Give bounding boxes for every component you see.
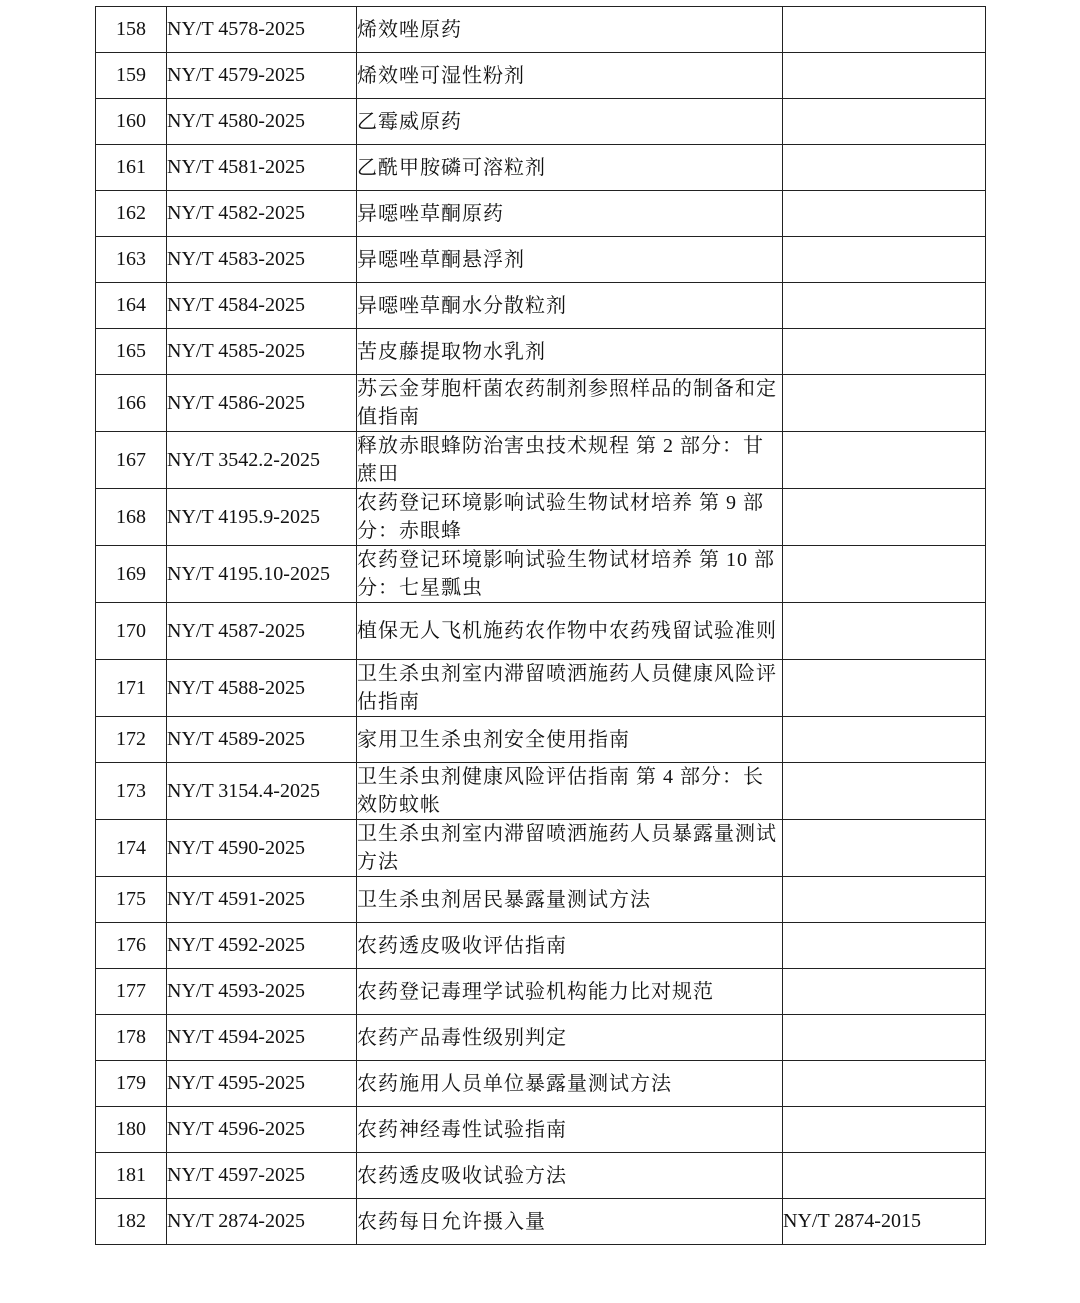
row-number: 171 (96, 660, 167, 717)
replaced-standard (783, 546, 986, 603)
standard-name: 农药施用人员单位暴露量测试方法 (357, 1061, 783, 1107)
table-row (96, 877, 986, 923)
replaced-standard (783, 603, 986, 660)
standards-table (95, 6, 986, 1245)
row-number: 167 (96, 432, 167, 489)
row-number: 161 (96, 145, 167, 191)
row-number: 176 (96, 923, 167, 969)
standard-code: NY/T 4578-2025 (167, 7, 357, 53)
table-row (96, 237, 986, 283)
standard-code: NY/T 4589-2025 (167, 717, 357, 763)
replaced-standard (783, 1061, 986, 1107)
row-number: 180 (96, 1107, 167, 1153)
row-number: 178 (96, 1015, 167, 1061)
standard-code: NY/T 4594-2025 (167, 1015, 357, 1061)
standard-name: 农药登记环境影响试验生物试材培养 第 9 部分：赤眼蜂 (357, 489, 783, 546)
table-row (96, 191, 986, 237)
standard-name: 农药登记环境影响试验生物试材培养 第 10 部分：七星瓢虫 (357, 546, 783, 603)
table-row (96, 99, 986, 145)
standard-name: 苦皮藤提取物水乳剂 (357, 329, 783, 375)
replaced-standard (783, 717, 986, 763)
table-row (96, 375, 986, 432)
table-row (96, 1107, 986, 1153)
row-number: 181 (96, 1153, 167, 1199)
replaced-standard (783, 283, 986, 329)
row-number: 177 (96, 969, 167, 1015)
replaced-standard (783, 877, 986, 923)
row-number: 160 (96, 99, 167, 145)
row-number: 159 (96, 53, 167, 99)
row-number: 169 (96, 546, 167, 603)
standard-code: NY/T 4581-2025 (167, 145, 357, 191)
standard-name: 农药每日允许摄入量 (357, 1199, 783, 1245)
row-number: 163 (96, 237, 167, 283)
standard-name: 异噁唑草酮原药 (357, 191, 783, 237)
replaced-standard (783, 1107, 986, 1153)
row-number: 164 (96, 283, 167, 329)
standard-code: NY/T 4588-2025 (167, 660, 357, 717)
row-number: 175 (96, 877, 167, 923)
row-number: 168 (96, 489, 167, 546)
replaced-standard: NY/T 2874-2015 (783, 1199, 986, 1245)
replaced-standard (783, 432, 986, 489)
row-number: 170 (96, 603, 167, 660)
standard-code: NY/T 4195.10-2025 (167, 546, 357, 603)
standard-code: NY/T 2874-2025 (167, 1199, 357, 1245)
replaced-standard (783, 53, 986, 99)
standard-code: NY/T 4583-2025 (167, 237, 357, 283)
table-row (96, 1061, 986, 1107)
replaced-standard (783, 1153, 986, 1199)
table-row (96, 7, 986, 53)
standard-name: 农药产品毒性级别判定 (357, 1015, 783, 1061)
standard-name: 乙酰甲胺磷可溶粒剂 (357, 145, 783, 191)
row-number: 166 (96, 375, 167, 432)
standards-table-body (96, 7, 986, 1245)
standard-code: NY/T 4584-2025 (167, 283, 357, 329)
replaced-standard (783, 1015, 986, 1061)
row-number: 174 (96, 820, 167, 877)
standard-code: NY/T 4195.9-2025 (167, 489, 357, 546)
table-row (96, 329, 986, 375)
row-number: 165 (96, 329, 167, 375)
standard-name: 烯效唑原药 (357, 7, 783, 53)
row-number: 162 (96, 191, 167, 237)
replaced-standard (783, 820, 986, 877)
standard-code: NY/T 3154.4-2025 (167, 763, 357, 820)
row-number: 173 (96, 763, 167, 820)
replaced-standard (783, 191, 986, 237)
standard-name: 卫生杀虫剂居民暴露量测试方法 (357, 877, 783, 923)
standard-code: NY/T 4592-2025 (167, 923, 357, 969)
standard-code: NY/T 4595-2025 (167, 1061, 357, 1107)
standard-name: 卫生杀虫剂健康风险评估指南 第 4 部分：长效防蚊帐 (357, 763, 783, 820)
standard-code: NY/T 4586-2025 (167, 375, 357, 432)
standard-name: 苏云金芽胞杆菌农药制剂参照样品的制备和定值指南 (357, 375, 783, 432)
replaced-standard (783, 329, 986, 375)
replaced-standard (783, 763, 986, 820)
table-row (96, 660, 986, 717)
table-row (96, 283, 986, 329)
standard-code: NY/T 4582-2025 (167, 191, 357, 237)
table-row (96, 1015, 986, 1061)
standard-name: 农药神经毒性试验指南 (357, 1107, 783, 1153)
standard-name: 乙霉威原药 (357, 99, 783, 145)
replaced-standard (783, 375, 986, 432)
replaced-standard (783, 489, 986, 546)
table-row (96, 969, 986, 1015)
standard-name: 农药透皮吸收试验方法 (357, 1153, 783, 1199)
replaced-standard (783, 660, 986, 717)
standard-name: 卫生杀虫剂室内滞留喷洒施药人员暴露量测试方法 (357, 820, 783, 877)
table-row (96, 603, 986, 660)
standard-code: NY/T 4593-2025 (167, 969, 357, 1015)
standard-name: 卫生杀虫剂室内滞留喷洒施药人员健康风险评估指南 (357, 660, 783, 717)
standard-name: 释放赤眼蜂防治害虫技术规程 第 2 部分：甘蔗田 (357, 432, 783, 489)
standard-code: NY/T 4580-2025 (167, 99, 357, 145)
replaced-standard (783, 145, 986, 191)
standard-name: 异噁唑草酮水分散粒剂 (357, 283, 783, 329)
standard-name: 异噁唑草酮悬浮剂 (357, 237, 783, 283)
table-row (96, 923, 986, 969)
table-row (96, 53, 986, 99)
replaced-standard (783, 969, 986, 1015)
replaced-standard (783, 237, 986, 283)
standard-code: NY/T 3542.2-2025 (167, 432, 357, 489)
standard-code: NY/T 4596-2025 (167, 1107, 357, 1153)
table-row (96, 763, 986, 820)
table-row (96, 1153, 986, 1199)
standard-code: NY/T 4585-2025 (167, 329, 357, 375)
table-row (96, 145, 986, 191)
row-number: 179 (96, 1061, 167, 1107)
row-number: 182 (96, 1199, 167, 1245)
table-row (96, 1199, 986, 1245)
standard-code: NY/T 4597-2025 (167, 1153, 357, 1199)
standard-name: 农药登记毒理学试验机构能力比对规范 (357, 969, 783, 1015)
standard-code: NY/T 4591-2025 (167, 877, 357, 923)
table-row (96, 489, 986, 546)
row-number: 158 (96, 7, 167, 53)
standard-name: 烯效唑可湿性粉剂 (357, 53, 783, 99)
replaced-standard (783, 923, 986, 969)
row-number: 172 (96, 717, 167, 763)
table-row (96, 717, 986, 763)
standard-name: 植保无人飞机施药农作物中农药残留试验准则 (357, 603, 783, 660)
table-row (96, 432, 986, 489)
table-row (96, 820, 986, 877)
standard-code: NY/T 4590-2025 (167, 820, 357, 877)
standard-code: NY/T 4587-2025 (167, 603, 357, 660)
table-row (96, 546, 986, 603)
standard-name: 农药透皮吸收评估指南 (357, 923, 783, 969)
standard-code: NY/T 4579-2025 (167, 53, 357, 99)
replaced-standard (783, 99, 986, 145)
replaced-standard (783, 7, 986, 53)
standard-name: 家用卫生杀虫剂安全使用指南 (357, 717, 783, 763)
